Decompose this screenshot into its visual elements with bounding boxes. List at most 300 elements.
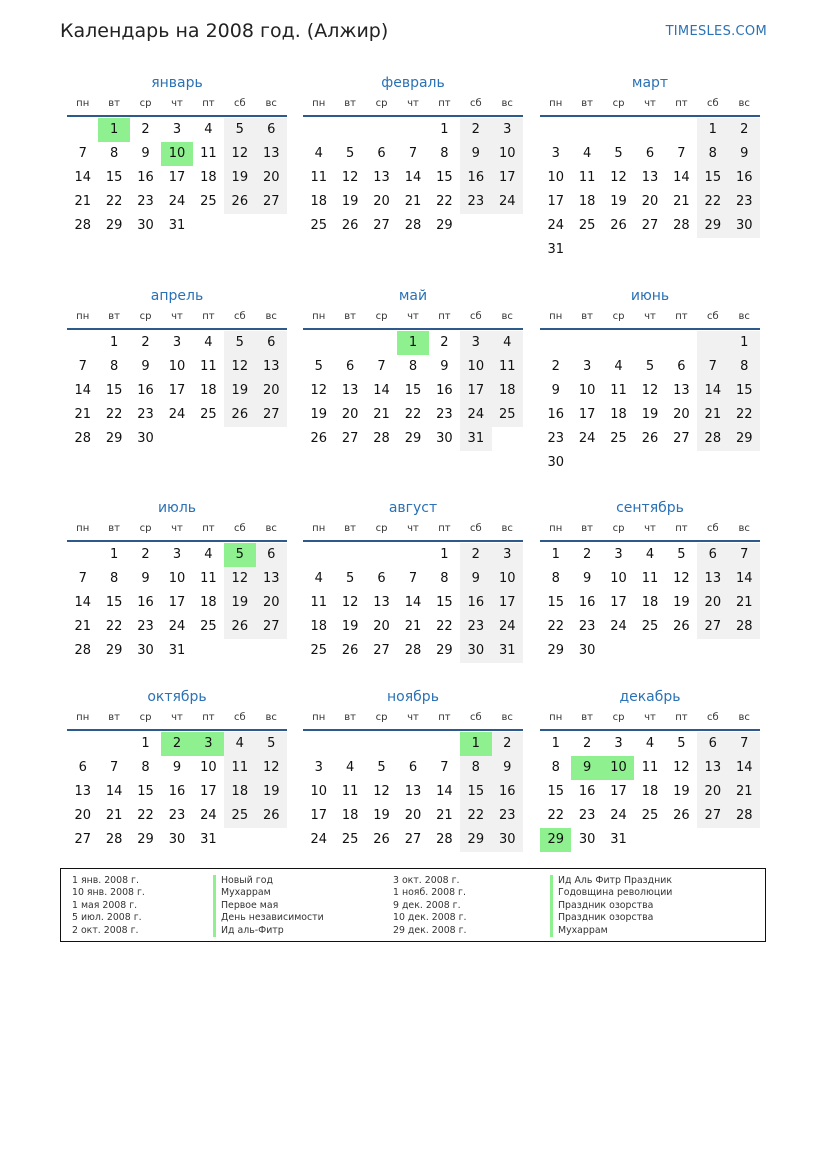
day-cell: 5 [314, 359, 323, 374]
day-cell: 29 [436, 643, 453, 658]
day-cell: 19 [673, 784, 690, 799]
empty-cell [666, 331, 697, 355]
day-cell: 11 [200, 146, 217, 161]
day-cell: 6 [377, 146, 386, 161]
empty-cell [98, 732, 129, 756]
weekday-label: пт [202, 311, 215, 322]
weekday-label: ср [375, 712, 388, 723]
weekday-label: сб [469, 712, 482, 723]
day-cell: 3 [582, 359, 592, 374]
day-cell: 30 [729, 214, 760, 238]
empty-cell [256, 214, 287, 238]
day-cell: 14 [729, 567, 760, 591]
day-cell: 29 [729, 427, 760, 451]
day-cell: 17 [460, 379, 491, 403]
weekday-label: вт [344, 712, 356, 723]
day-cell: 3 [460, 331, 491, 355]
day-cell: 21 [74, 407, 91, 422]
weekday-label: пт [438, 98, 451, 109]
day-cell: 7 [377, 359, 386, 374]
day-cell: 29 [697, 214, 728, 238]
weekday-label: вс [501, 712, 513, 723]
weekday-label: пн [312, 311, 326, 322]
day-cell: 19 [673, 595, 690, 610]
weekday-label: вт [344, 523, 356, 534]
day-cell: 4 [314, 146, 323, 161]
day-grid [303, 543, 523, 663]
weekday-label: вс [738, 523, 750, 534]
day-cell: 10 [200, 760, 217, 775]
day-cell: 2 [729, 118, 760, 142]
day-cell: 17 [610, 784, 627, 799]
legend-date: 2 окт. 2008 г. [72, 924, 139, 936]
month-block [540, 286, 760, 475]
holiday-day-cell: 10 [603, 756, 634, 780]
holiday-day-cell: 1 [98, 118, 129, 142]
weekday-label: вс [265, 98, 277, 109]
day-cell: 24 [547, 218, 564, 233]
month-block [303, 498, 523, 663]
day-cell: 7 [677, 146, 686, 161]
day-cell: 18 [641, 595, 659, 610]
day-cell: 26 [224, 615, 255, 639]
day-cell: 1 [551, 736, 560, 751]
day-cell: 23 [460, 615, 491, 639]
legend-date: 1 янв. 2008 г. [72, 875, 139, 886]
empty-cell [161, 427, 192, 451]
empty-cell [256, 828, 287, 852]
day-cell: 22 [404, 407, 422, 422]
day-cell: 21 [404, 194, 422, 209]
day-cell: 11 [341, 784, 359, 799]
empty-cell [224, 214, 255, 238]
day-cell: 17 [578, 407, 596, 422]
weekday-label: вт [581, 98, 593, 109]
day-cell: 14 [74, 383, 91, 398]
day-cell: 18 [641, 784, 659, 799]
legend-date-column [393, 875, 467, 937]
weekday-label: пт [675, 523, 688, 534]
day-cell: 24 [460, 403, 491, 427]
weekday-label: сб [233, 523, 246, 534]
day-cell: 10 [168, 571, 186, 586]
weekday-label: ср [139, 523, 152, 534]
weekday-label: вт [108, 311, 120, 322]
day-cell: 9 [492, 756, 523, 780]
day-grid [540, 331, 760, 475]
day-cell: 28 [74, 218, 91, 233]
month-name: июнь [630, 288, 670, 304]
day-cell: 30 [137, 218, 154, 233]
empty-cell [666, 118, 697, 142]
day-cell: 18 [200, 170, 217, 185]
day-cell: 21 [673, 194, 690, 209]
day-cell: 29 [137, 832, 154, 847]
day-cell: 12 [341, 595, 359, 610]
weekday-label: вт [108, 98, 120, 109]
day-cell: 10 [310, 784, 327, 799]
day-cell: 5 [677, 547, 686, 562]
weekday-label: ср [139, 98, 152, 109]
day-cell: 21 [404, 619, 422, 634]
empty-cell [729, 828, 760, 852]
legend-date: 5 июл. 2008 г. [72, 912, 142, 924]
day-cell: 5 [224, 331, 255, 355]
weekday-label: пн [312, 523, 326, 534]
day-cell: 2 [551, 359, 560, 374]
weekday-label: чт [407, 98, 419, 109]
day-cell: 15 [137, 784, 154, 799]
day-cell: 3 [172, 547, 182, 562]
legend-holiday-name: Мухаррам [550, 925, 672, 937]
empty-cell [634, 118, 665, 142]
day-cell: 12 [673, 760, 690, 775]
day-cell: 17 [492, 591, 523, 615]
weekday-label: пт [202, 523, 215, 534]
day-cell: 18 [578, 194, 596, 209]
empty-cell [334, 543, 365, 567]
empty-cell [729, 451, 760, 475]
day-cell: 26 [610, 218, 627, 233]
day-cell: 6 [677, 359, 686, 374]
weekday-label: ср [375, 523, 388, 534]
weekday-label: чт [407, 311, 419, 322]
day-cell: 29 [105, 643, 123, 658]
day-cell: 16 [168, 784, 186, 799]
day-cell: 20 [697, 780, 728, 804]
month-block [303, 286, 523, 451]
day-cell: 4 [345, 760, 355, 775]
day-grid [303, 732, 523, 852]
day-cell: 12 [224, 567, 255, 591]
day-cell: 30 [578, 832, 596, 847]
month-block [540, 687, 760, 852]
day-cell: 18 [200, 383, 217, 398]
day-cell: 27 [74, 832, 91, 847]
day-grid [540, 543, 760, 663]
day-cell: 27 [641, 218, 659, 233]
day-cell: 17 [310, 808, 327, 823]
month-block [67, 498, 287, 663]
day-cell: 6 [645, 146, 655, 161]
legend-date-column [72, 875, 145, 937]
weekday-label: сб [706, 311, 719, 322]
month-block [303, 73, 523, 238]
day-cell: 13 [373, 595, 390, 610]
weekday-header [303, 707, 523, 731]
empty-cell [67, 543, 98, 567]
day-cell: 3 [551, 146, 560, 161]
day-cell: 29 [404, 431, 422, 446]
empty-cell [193, 214, 224, 238]
day-cell: 28 [404, 643, 422, 658]
day-cell: 27 [697, 615, 728, 639]
month-block [303, 687, 523, 852]
day-cell: 23 [547, 431, 564, 446]
page-title: Календарь на 2008 год. (Алжир) [60, 20, 389, 42]
day-cell: 6 [377, 571, 386, 586]
empty-cell [366, 732, 397, 756]
day-cell: 16 [137, 170, 154, 185]
weekday-label: чт [171, 98, 183, 109]
empty-cell [729, 238, 760, 262]
weekday-label: сб [233, 98, 246, 109]
day-cell: 8 [109, 146, 119, 161]
day-cell: 10 [168, 359, 186, 374]
empty-cell [334, 331, 365, 355]
legend-date: 3 окт. 2008 г. [393, 875, 460, 886]
day-cell: 21 [105, 808, 123, 823]
day-cell: 21 [436, 808, 453, 823]
empty-cell [67, 732, 98, 756]
day-cell: 3 [614, 547, 623, 562]
weekday-label: вт [581, 712, 593, 723]
day-grid [67, 732, 287, 852]
day-cell: 26 [673, 808, 690, 823]
site-link[interactable]: TIMESLES.COM [665, 24, 767, 39]
day-cell: 10 [547, 170, 564, 185]
weekday-label: сб [233, 712, 246, 723]
empty-cell [603, 238, 634, 262]
day-cell: 16 [460, 166, 491, 190]
day-cell: 13 [256, 567, 287, 591]
weekday-header [540, 306, 760, 330]
day-cell: 6 [345, 359, 355, 374]
weekday-label: сб [706, 712, 719, 723]
empty-cell [334, 732, 365, 756]
month-block [540, 498, 760, 663]
day-cell: 8 [440, 571, 449, 586]
day-cell: 27 [373, 218, 390, 233]
day-cell: 2 [440, 335, 449, 350]
empty-cell [603, 118, 634, 142]
weekday-label: чт [644, 712, 656, 723]
day-cell: 5 [345, 571, 355, 586]
day-cell: 9 [551, 383, 560, 398]
day-cell: 22 [105, 194, 123, 209]
day-cell: 25 [341, 832, 359, 847]
weekday-label: сб [469, 523, 482, 534]
day-cell: 20 [673, 407, 690, 422]
day-cell: 22 [105, 619, 123, 634]
day-cell: 3 [172, 335, 182, 350]
day-cell: 15 [729, 379, 760, 403]
legend-holiday-name: Праздник озорства [550, 900, 672, 912]
day-cell: 16 [547, 407, 564, 422]
day-cell: 28 [74, 431, 91, 446]
day-cell: 30 [578, 643, 596, 658]
day-cell: 23 [492, 804, 523, 828]
day-cell: 31 [460, 427, 491, 451]
day-cell: 24 [168, 194, 186, 209]
day-cell: 9 [141, 571, 150, 586]
day-cell: 19 [641, 407, 659, 422]
day-cell: 25 [492, 403, 523, 427]
empty-cell [67, 331, 98, 355]
weekday-label: пт [675, 712, 688, 723]
month-block [540, 73, 760, 262]
day-cell: 4 [204, 335, 213, 350]
empty-cell [366, 331, 397, 355]
day-cell: 14 [436, 784, 453, 799]
day-cell: 16 [729, 166, 760, 190]
day-cell: 1 [109, 547, 119, 562]
day-cell: 11 [641, 571, 659, 586]
day-cell: 21 [74, 194, 91, 209]
day-cell: 25 [310, 643, 327, 658]
weekday-label: сб [233, 311, 246, 322]
day-cell: 24 [200, 808, 217, 823]
day-cell: 24 [578, 431, 596, 446]
empty-cell [366, 118, 397, 142]
weekday-label: пн [312, 98, 326, 109]
day-grid [540, 732, 760, 852]
day-cell: 2 [141, 335, 150, 350]
weekday-label: пн [312, 712, 326, 723]
day-cell: 16 [137, 383, 154, 398]
day-cell: 15 [697, 166, 728, 190]
empty-cell [366, 543, 397, 567]
month-name: сентябрь [616, 500, 684, 516]
weekday-label: вт [344, 311, 356, 322]
day-cell: 15 [460, 780, 491, 804]
day-cell: 25 [641, 808, 659, 823]
day-cell: 8 [408, 359, 418, 374]
day-cell: 12 [373, 784, 390, 799]
day-cell: 7 [78, 146, 87, 161]
day-cell: 6 [697, 543, 728, 567]
month-block [67, 286, 287, 451]
weekday-label: чт [407, 712, 419, 723]
day-cell: 1 [551, 547, 560, 562]
weekday-label: пн [549, 311, 563, 322]
day-cell: 15 [436, 170, 453, 185]
day-cell: 22 [460, 804, 491, 828]
weekday-label: ср [139, 311, 152, 322]
weekday-header [303, 306, 523, 330]
day-cell: 3 [172, 122, 182, 137]
day-cell: 8 [440, 146, 449, 161]
weekday-label: пн [76, 523, 90, 534]
day-cell: 4 [204, 122, 213, 137]
day-cell: 28 [729, 615, 760, 639]
day-cell: 15 [547, 595, 564, 610]
day-cell: 21 [729, 591, 760, 615]
month-name: июль [157, 500, 197, 516]
weekday-label: ср [612, 98, 625, 109]
day-cell: 3 [614, 736, 623, 751]
legend-date: 1 нояб. 2008 г. [393, 887, 466, 899]
legend-holiday-name: Ид аль-Фитр [213, 925, 324, 937]
day-cell: 24 [310, 832, 327, 847]
day-cell: 30 [460, 639, 491, 663]
day-cell: 25 [641, 619, 659, 634]
day-cell: 5 [645, 359, 655, 374]
day-cell: 28 [373, 431, 390, 446]
day-cell: 5 [377, 760, 386, 775]
day-cell: 28 [673, 218, 690, 233]
day-cell: 23 [137, 619, 154, 634]
weekday-label: пн [549, 712, 563, 723]
empty-cell [397, 543, 428, 567]
day-grid [303, 118, 523, 238]
empty-cell [303, 331, 334, 355]
day-cell: 15 [547, 784, 564, 799]
day-cell: 20 [373, 619, 390, 634]
day-cell: 27 [341, 431, 359, 446]
day-cell: 17 [200, 784, 217, 799]
day-cell: 26 [224, 190, 255, 214]
month-name: декабрь [619, 689, 681, 705]
legend-date: 1 мая 2008 г. [72, 899, 138, 911]
empty-cell [460, 214, 491, 238]
day-cell: 29 [105, 218, 123, 233]
day-cell: 12 [310, 383, 327, 398]
day-cell: 22 [547, 619, 564, 634]
day-cell: 19 [610, 194, 627, 209]
day-cell: 20 [404, 808, 422, 823]
month-name: январь [151, 75, 203, 91]
day-cell: 5 [614, 146, 623, 161]
day-cell: 19 [256, 780, 287, 804]
day-cell: 16 [492, 780, 523, 804]
day-cell: 26 [310, 431, 327, 446]
day-cell: 25 [610, 431, 627, 446]
empty-cell [193, 427, 224, 451]
day-cell: 11 [224, 756, 255, 780]
day-cell: 24 [492, 615, 523, 639]
legend-name-column [550, 875, 672, 937]
day-cell: 26 [341, 643, 359, 658]
day-cell: 6 [697, 732, 728, 756]
day-cell: 13 [697, 567, 728, 591]
day-cell: 9 [172, 760, 182, 775]
day-cell: 5 [677, 736, 686, 751]
day-cell: 1 [697, 118, 728, 142]
empty-cell [67, 118, 98, 142]
day-cell: 8 [109, 571, 119, 586]
day-cell: 18 [610, 407, 627, 422]
legend-date: 29 дек. 2008 г. [393, 924, 467, 936]
day-cell: 10 [610, 571, 627, 586]
holiday-legend [60, 868, 766, 942]
day-cell: 9 [460, 142, 491, 166]
day-cell: 28 [697, 427, 728, 451]
day-cell: 17 [168, 170, 186, 185]
day-cell: 20 [641, 194, 659, 209]
day-cell: 11 [200, 359, 217, 374]
day-cell: 18 [200, 595, 217, 610]
day-cell: 17 [168, 383, 186, 398]
empty-cell [397, 118, 428, 142]
legend-holiday-name: Первое мая [213, 900, 324, 912]
weekday-label: вт [108, 523, 120, 534]
weekday-label: ср [139, 712, 152, 723]
day-cell: 4 [582, 146, 592, 161]
month-name: ноябрь [387, 689, 439, 705]
empty-cell [256, 639, 287, 663]
empty-cell [666, 238, 697, 262]
weekday-label: пн [549, 98, 563, 109]
day-cell: 2 [492, 732, 523, 756]
empty-cell [334, 118, 365, 142]
day-cell: 28 [74, 643, 91, 658]
weekday-label: вт [108, 712, 120, 723]
day-cell: 10 [492, 567, 523, 591]
weekday-header [540, 707, 760, 731]
weekday-label: чт [171, 523, 183, 534]
day-cell: 29 [436, 218, 453, 233]
